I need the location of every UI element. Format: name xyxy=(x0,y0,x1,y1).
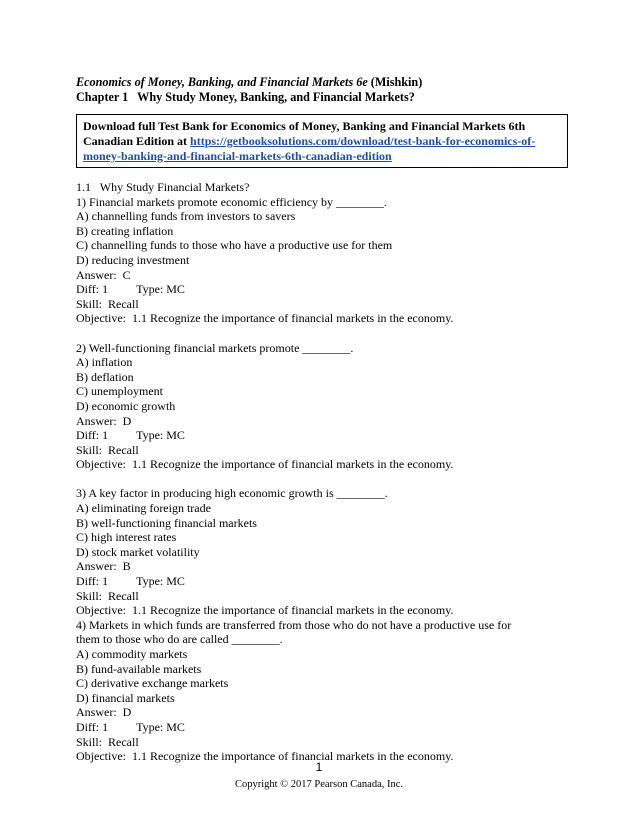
answer-option: D) economic growth xyxy=(76,398,176,413)
objective: Objective: 1.1 Recognize the importance of financial markets in the economy. xyxy=(76,311,454,326)
question-block xyxy=(76,486,576,617)
difficulty-type-line xyxy=(76,282,576,297)
question-stem: 1) Financial markets promote economic efficiency by ________. xyxy=(76,194,388,209)
question-list xyxy=(76,180,576,764)
question-block xyxy=(76,195,576,341)
skill: Skill: Recall xyxy=(76,588,139,603)
section-heading: 1.1 Why Study Financial Markets? xyxy=(76,180,250,194)
difficulty: Diff: 1 xyxy=(76,719,109,734)
blank-line xyxy=(76,326,576,341)
question-stem: 3) A key factor in producing high economic growth is ________. xyxy=(76,486,388,501)
book-title: Economics of Money, Banking, and Financial Markets 6e xyxy=(76,75,368,89)
document-header xyxy=(76,75,576,105)
answer-option: B) fund-available markets xyxy=(76,661,202,676)
difficulty: Diff: 1 xyxy=(76,428,109,443)
objective: Objective: 1.1 Recognize the importance of financial markets in the economy. xyxy=(76,749,454,764)
chapter-title: Chapter 1 Why Study Money, Banking, and Financial Markets? xyxy=(76,90,415,104)
copyright-notice: Copyright © 2017 Pearson Canada, Inc. xyxy=(234,779,404,790)
question-block xyxy=(76,618,576,764)
difficulty-type-line xyxy=(76,720,576,735)
question-type: Type: MC xyxy=(136,574,185,589)
question-type: Type: MC xyxy=(136,282,185,297)
answer-option: C) channelling funds to those who have a productive use for them xyxy=(76,238,393,253)
book-author: (Mishkin) xyxy=(370,75,423,89)
answer-option: D) stock market volatility xyxy=(76,544,200,559)
objective: Objective: 1.1 Recognize the importance of financial markets in the economy. xyxy=(76,603,454,618)
answer-option: A) inflation xyxy=(76,355,133,370)
question-stem: 2) Well-functioning financial markets promote ________. xyxy=(76,340,354,355)
answer-option: B) deflation xyxy=(76,369,134,384)
blank-line xyxy=(76,472,576,487)
download-box xyxy=(76,114,568,168)
skill: Skill: Recall xyxy=(76,442,139,457)
difficulty-type-line xyxy=(76,574,576,589)
answer-key: Answer: B xyxy=(76,559,131,574)
page-number: 1 xyxy=(315,760,323,774)
skill: Skill: Recall xyxy=(76,734,139,749)
answer-key: Answer: C xyxy=(76,267,131,282)
question-type: Type: MC xyxy=(136,719,185,734)
answer-option: A) commodity markets xyxy=(76,647,188,661)
objective: Objective: 1.1 Recognize the importance of financial markets in the economy. xyxy=(76,457,454,472)
question-block xyxy=(76,341,576,487)
answer-option: A) eliminating foreign trade xyxy=(76,501,211,516)
answer-key: Answer: D xyxy=(76,413,132,428)
download-text: Download full Test Bank for Economics of Money, Banking and Financial Markets 6th Canadian Edition at xyxy=(83,119,526,148)
answer-option: A) channelling funds from investors to savers xyxy=(76,209,296,224)
question-stem: them to those who do are called ________. xyxy=(76,632,283,647)
answer-option: C) derivative exchange markets xyxy=(76,676,229,691)
answer-option: D) financial markets xyxy=(76,690,175,705)
difficulty: Diff: 1 xyxy=(76,282,109,297)
question-type: Type: MC xyxy=(136,428,185,443)
book-title-line xyxy=(76,75,576,90)
answer-option: B) well-functioning financial markets xyxy=(76,515,257,530)
question-stem: 4) Markets in which funds are transferred from those who do not have a productive use for xyxy=(76,617,512,632)
answer-option: C) unemployment xyxy=(76,384,163,399)
answer-key: Answer: D xyxy=(76,705,132,720)
answer-option: B) creating inflation xyxy=(76,223,174,238)
skill: Skill: Recall xyxy=(76,296,139,311)
answer-option: C) high interest rates xyxy=(76,530,177,545)
answer-option: D) reducing investment xyxy=(76,252,190,267)
difficulty-type-line xyxy=(76,428,576,443)
difficulty: Diff: 1 xyxy=(76,574,109,589)
download-link[interactable]: https://getbooksolutions.com/download/test-bank-for-economics-of-money-banking-and-financial-markets-6th-canadian-edition xyxy=(83,134,536,163)
